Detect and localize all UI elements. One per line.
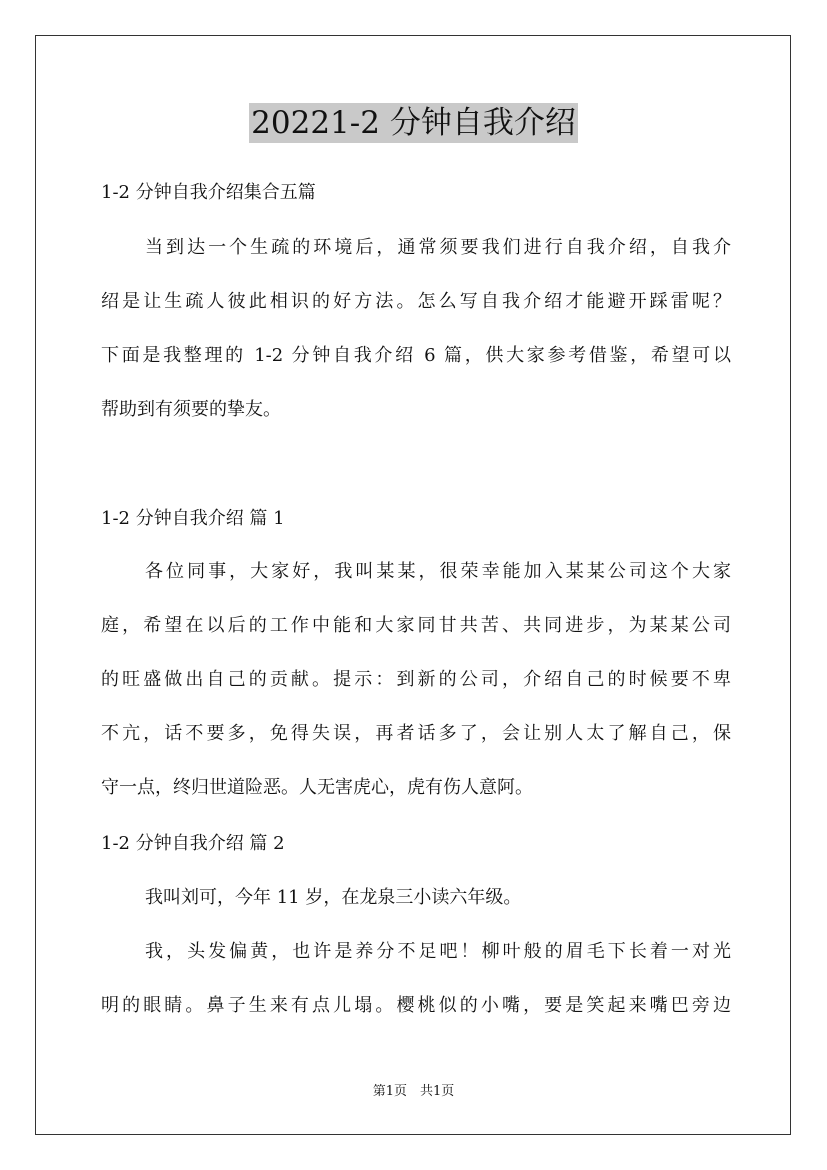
- document-title: 20221-2 分钟自我介绍: [251, 105, 576, 141]
- section-1-line: 各位同事，大家好，我叫某某，很荣幸能加入某某公司这个大家: [145, 561, 731, 582]
- section-2-paragraph-2: [101, 940, 731, 1048]
- section-1-heading: 1-2 分钟自我介绍 篇 1: [101, 508, 285, 529]
- subtitle: 1-2 分钟自我介绍集合五篇: [101, 182, 316, 203]
- section-2-heading: 1-2 分钟自我介绍 篇 2: [101, 833, 285, 854]
- section-1-line: 的旺盛做出自己的贡献。提示：到新的公司，介绍自己的时候要不卑: [101, 669, 731, 690]
- intro-line: 当到达一个生疏的环境后，通常须要我们进行自我介绍，自我介: [145, 237, 731, 258]
- section-2-line: 明的眼睛。鼻子生来有点儿塌。樱桃似的小嘴，要是笑起来嘴巴旁边: [101, 995, 731, 1016]
- title-container: [0, 103, 827, 143]
- section-1-paragraph: [101, 560, 731, 830]
- page-footer: 第1页 共1页: [372, 1084, 455, 1099]
- section-2-line: 我，头发偏黄，也许是养分不足吧！柳叶般的眉毛下长着一对光: [145, 941, 731, 962]
- section-1-line: 守一点，终归世道险恶。人无害虎心，虎有伤人意阿。: [101, 777, 533, 798]
- intro-paragraph: [101, 236, 731, 452]
- intro-line: 下面是我整理的 1-2 分钟自我介绍 6 篇，供大家参考借鉴，希望可以: [101, 345, 731, 366]
- section-1-line: 不亢，话不要多，免得失误，再者话多了，会让别人太了解自己，保: [101, 723, 731, 744]
- intro-line: 绍是让生疏人彼此相识的好方法。怎么写自我介绍才能避开踩雷呢？: [101, 291, 731, 312]
- section-2-paragraph-1: 我叫刘可，今年 11 岁，在龙泉三小读六年级。: [145, 887, 522, 908]
- intro-line: 帮助到有须要的挚友。: [101, 399, 281, 420]
- section-1-line: 庭，希望在以后的工作中能和大家同甘共苦、共同进步，为某某公司: [101, 615, 731, 636]
